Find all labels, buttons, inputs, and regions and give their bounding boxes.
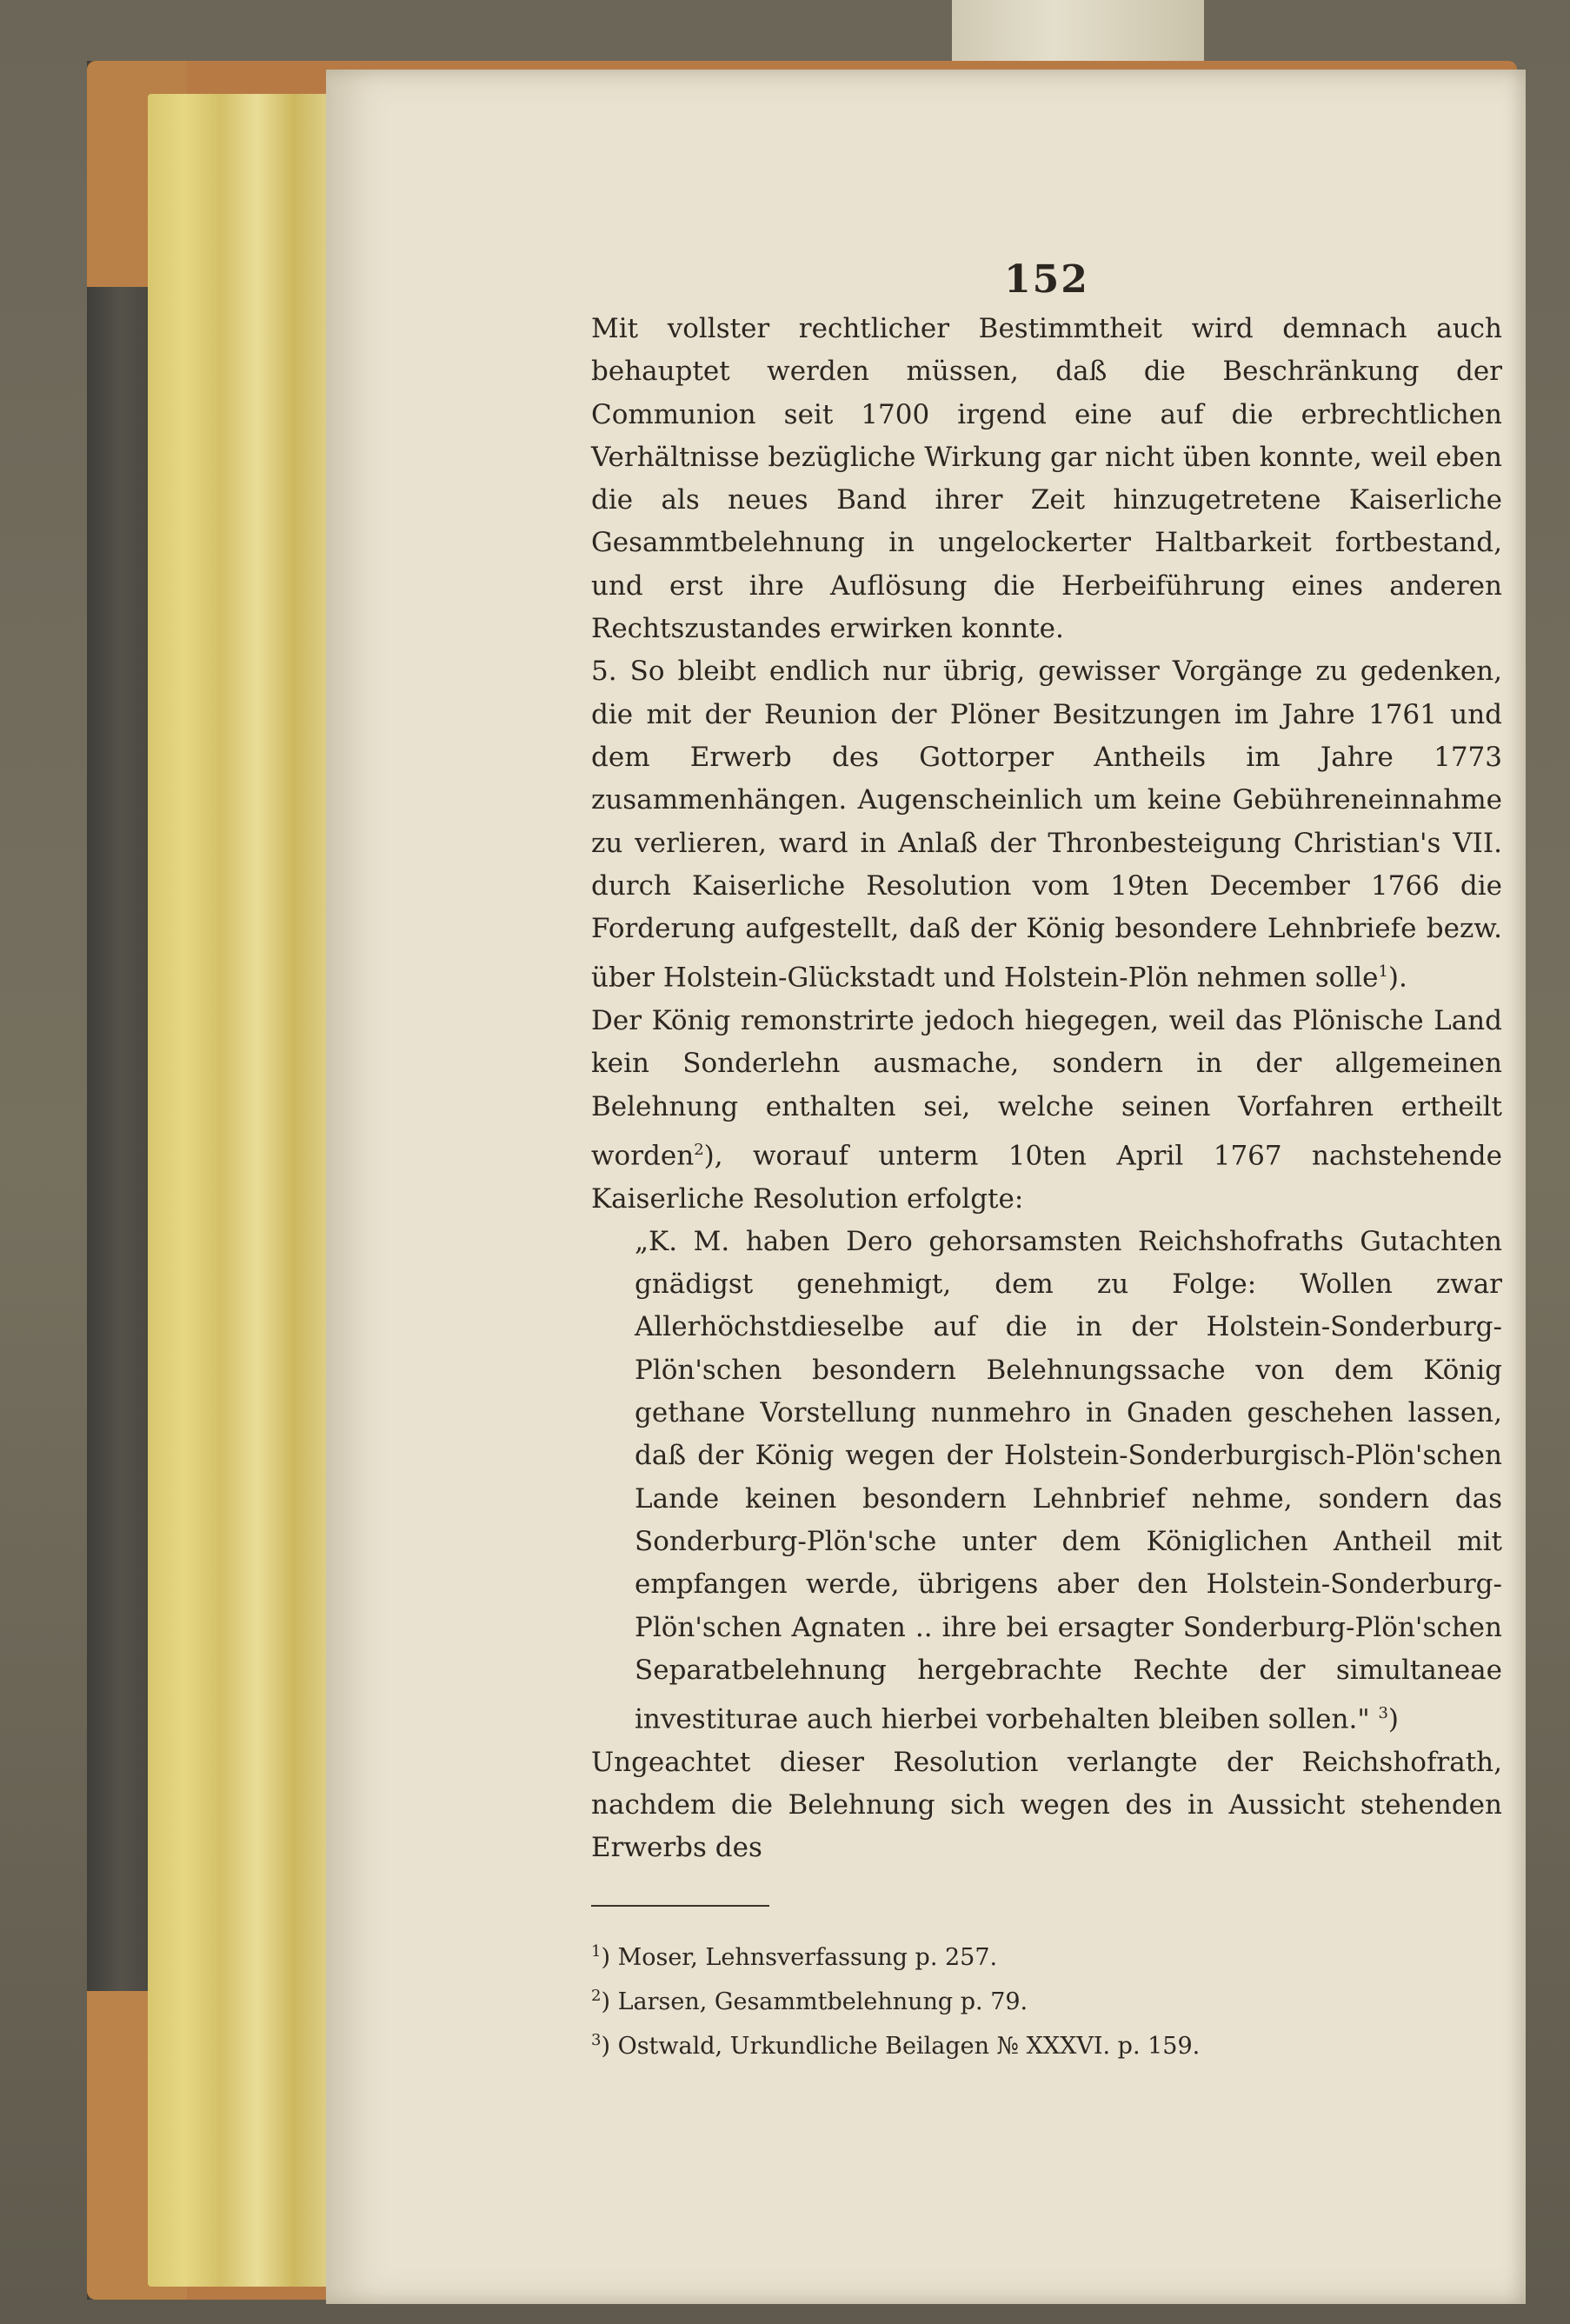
paragraph-4 <box>591 1741 1502 1870</box>
footnotes <box>591 1933 1502 2066</box>
page-number: 152 <box>1004 257 1089 302</box>
footnote-ref-1: 1 <box>1378 962 1388 982</box>
footnote-ref-2: 2 <box>694 1140 704 1159</box>
page-text <box>591 252 1502 2066</box>
footnote-3-text: ) Ostwald, Urkundliche Beilagen № XXXVI. p. 159. <box>601 2032 1201 2060</box>
footnote-1-mark: 1 <box>591 1941 602 1961</box>
footnote-2 <box>591 1977 1502 2021</box>
paragraph-2-end: ). <box>1387 962 1407 994</box>
paragraph-2-text: 5. So bleibt endlich nur übrig, gewisser Vorgänge zu gedenken, die mit der Reunion der Plöner Besitzungen im Jahre 1761 und dem Erwerb des Gottorper Antheils im Jahre 1773 zusammenhängen. Augenscheinlich um keine Gebühreneinnahme zu verlieren, ward in Anlaß der Thronbesteigung Christian's VII. durch Kaiserliche Resolution vom 19ten December 1766 die Forderung aufgestellt, daß der König besondere Lehnbriefe bezw. über Holstein-Glückstadt und Holstein-Plön nehmen solle <box>591 656 1502 994</box>
resolution-quote-end: ) <box>1387 1703 1400 1735</box>
footnote-2-text: ) Larsen, Gesammtbelehnung p. 79. <box>601 1988 1028 2015</box>
paragraph-1-text: Mit vollster rechtlicher Bestimmtheit wird demnach auch behauptet werden müssen, daß die Beschränkung der Communion seit 1700 irgend eine auf die erbrechtlichen Verhältnisse bezügliche Wirkung gar nicht üben konnte, weil eben die als neues Band ihrer Zeit hinzugetretene Kaiserliche Gesammtbelehnung in ungelockerter Haltbarkeit fortbestand, und erst ihre Auflösung die Herbeiführung eines anderen Rechtszustandes erwirken konnte. <box>591 313 1502 645</box>
footnote-2-mark: 2 <box>591 1986 602 2005</box>
footnote-divider <box>591 1905 769 1907</box>
paragraph-3-end: ), worauf unterm 10ten April 1767 nachstehende Kaiserliche Resolution erfolgte: <box>591 1140 1502 1215</box>
paragraph-3-text: Der König remonstrirte jedoch hiegegen, weil das Plönische Land kein Sonderlehn ausmache, sondern in der allgemeinen Belehnung enthalten sei, welche seinen Vorfahren ertheilt worden <box>591 1005 1502 1172</box>
page-edges <box>148 94 330 2287</box>
resolution-quote-text: „K. M. haben Dero gehorsamsten Reichshofraths Gutachten gnädigst genehmigt, dem zu Folge: Wollen zwar Allerhöchstdieselbe auf die in der Holstein-Sonderburg-Plön'schen besondern Belehnungssache von dem König gethane Vorstellung nunmehro in Gnaden geschehen lassen, daß der König wegen der Holstein-Sonderburgisch-Plön'schen Lande keinen besondern Lehnbrief nehme, sondern das Sonderburg-Plön'sche unter dem Königlichen Antheil mit empfangen werde, übrigens aber den Holstein-Sonderburg-Plön'schen Agnaten .. ihre bei ersagter Sonderburg-Plön'schen Separatbelehnung hergebrachte Rechte der simultaneae investiturae auch hierbei vorbehalten bleiben sollen." <box>635 1225 1502 1735</box>
footnote-1-text: ) Moser, Lehnsverfassung p. 257. <box>601 1943 998 1971</box>
footnote-ref-3: 3 <box>1378 1704 1388 1723</box>
footnote-3-mark: 3 <box>591 2030 602 2049</box>
paragraph-3 <box>591 1000 1502 1221</box>
footnote-3 <box>591 2021 1502 2066</box>
paragraph-4-text: Ungeachtet dieser Resolution verlangte der Reichshofrath, nachdem die Belehnung sich wegen des in Aussicht stehenden Erwerbs des <box>591 1746 1502 1864</box>
footnote-1 <box>591 1933 1502 1977</box>
paragraph-2 <box>591 650 1502 1000</box>
paragraph-1 <box>591 308 1502 650</box>
resolution-quote <box>635 1221 1502 1741</box>
